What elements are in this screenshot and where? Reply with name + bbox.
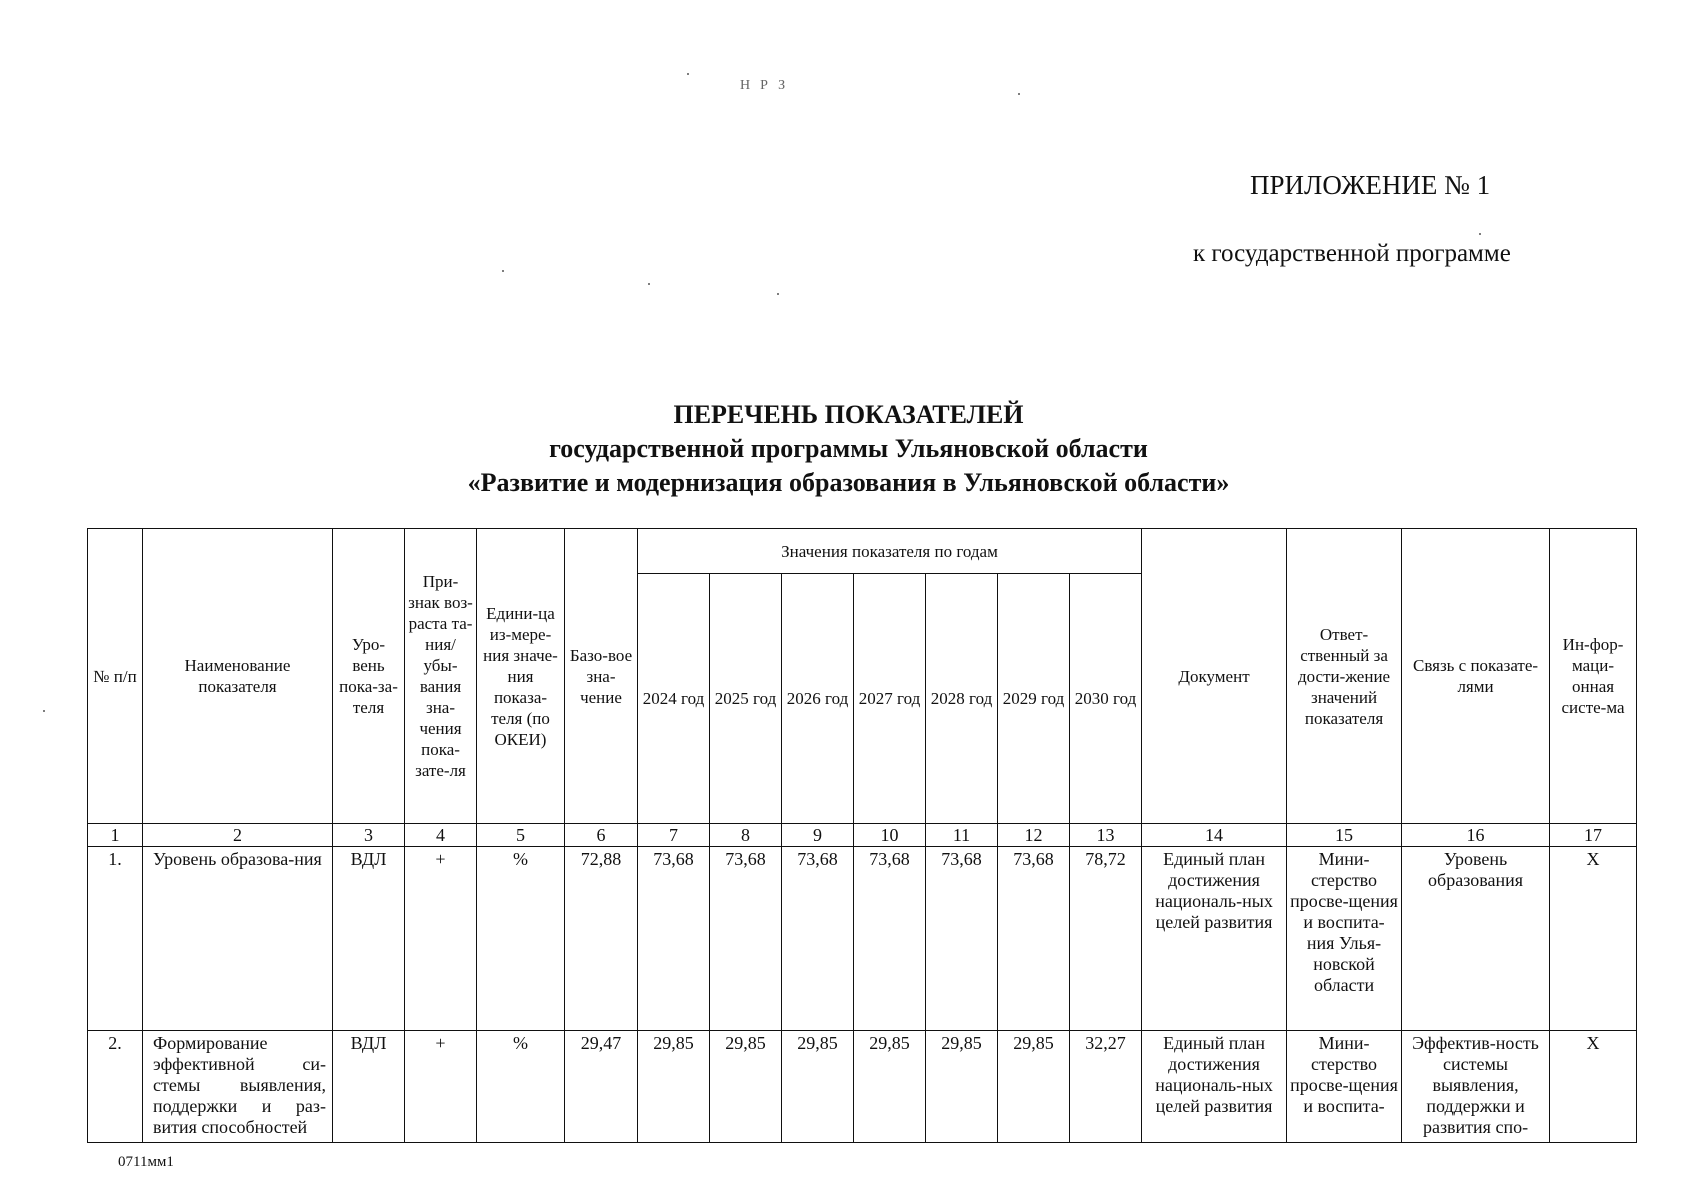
header-sign: При-знак воз-раста та-ния/ убы-вания зна-чения пока-зате-ля (405, 529, 477, 824)
header-year: 2024 год (638, 574, 710, 824)
header-year: 2026 год (782, 574, 854, 824)
column-number: 17 (1550, 824, 1637, 847)
column-number: 15 (1287, 824, 1402, 847)
row-level: ВДЛ (333, 1031, 405, 1143)
header-base: Базо-вое зна-чение (565, 529, 638, 824)
row-link: Уровень образования (1402, 847, 1550, 1031)
scan-speck (1018, 93, 1020, 95)
header-document: Документ (1142, 529, 1287, 824)
row-value: 73,68 (854, 847, 926, 1031)
row-base: 72,88 (565, 847, 638, 1031)
header-level: Уро-вень пока-за-теля (333, 529, 405, 824)
row-value: 78,72 (1070, 847, 1142, 1031)
heading-line-2: государственной программы Ульяновской области (549, 434, 1148, 463)
document-heading (0, 398, 1697, 500)
appendix-subtitle: к государственной программе (1193, 240, 1511, 267)
header-year: 2029 год (998, 574, 1070, 824)
row-name: Формирование эффективной си-стемы выявления, поддержки и раз-вития способностей (143, 1031, 333, 1143)
scan-speck (502, 270, 504, 272)
row-value: 29,85 (710, 1031, 782, 1143)
header-year: 2025 год (710, 574, 782, 824)
row-value: 73,68 (926, 847, 998, 1031)
column-number: 14 (1142, 824, 1287, 847)
row-value: 73,68 (782, 847, 854, 1031)
footer-code: 0711мм1 (118, 1154, 174, 1170)
row-value: 73,68 (710, 847, 782, 1031)
scan-speck (687, 73, 689, 75)
row-base: 29,47 (565, 1031, 638, 1143)
scan-speck (648, 283, 650, 285)
row-document: Единый план достижения националь-ных целей развития (1142, 1031, 1287, 1143)
column-number: 6 (565, 824, 638, 847)
heading-line-3: «Развитие и модернизация образования в Ульяновской области» (467, 468, 1230, 497)
indicators-table (87, 528, 1637, 1143)
header-responsible: Ответ-ственный за дости-жение значений показателя (1287, 529, 1402, 824)
row-value: 29,85 (926, 1031, 998, 1143)
header-name: Наименование показателя (143, 529, 333, 824)
column-number: 2 (143, 824, 333, 847)
scan-speck (1479, 233, 1481, 235)
column-number: 7 (638, 824, 710, 847)
row-document: Единый план достижения националь-ных целей развития (1142, 847, 1287, 1031)
column-number: 13 (1070, 824, 1142, 847)
header-link: Связь с показате-лями (1402, 529, 1550, 824)
scan-speck (43, 710, 45, 712)
row-responsible: Мини-стерство просве-щения и воспита-ния Улья-новской области (1287, 847, 1402, 1031)
header-year: 2030 год (1070, 574, 1142, 824)
row-responsible: Мини-стерство просве-щения и воспита- (1287, 1031, 1402, 1143)
row-unit: % (477, 1031, 565, 1143)
heading-line-1: ПЕРЕЧЕНЬ ПОКАЗАТЕЛЕЙ (673, 400, 1024, 429)
row-num: 1. (88, 847, 143, 1031)
row-name: Уровень образова-ния (143, 847, 333, 1031)
table-row (88, 847, 1637, 1031)
row-sign: + (405, 847, 477, 1031)
header-year: 2027 год (854, 574, 926, 824)
row-value: 29,85 (998, 1031, 1070, 1143)
row-value: 29,85 (782, 1031, 854, 1143)
column-number: 1 (88, 824, 143, 847)
row-value: 29,85 (638, 1031, 710, 1143)
header-num: № п/п (88, 529, 143, 824)
row-value: 73,68 (998, 847, 1070, 1031)
table-row (88, 1031, 1637, 1143)
row-value: 73,68 (638, 847, 710, 1031)
appendix-title: ПРИЛОЖЕНИЕ № 1 (1250, 170, 1491, 200)
header-infosystem: Ин-фор-маци-онная систе-ма (1550, 529, 1637, 824)
column-number: 10 (854, 824, 926, 847)
row-value: 32,27 (1070, 1031, 1142, 1143)
row-infosystem: X (1550, 847, 1637, 1031)
row-num: 2. (88, 1031, 143, 1143)
row-unit: % (477, 847, 565, 1031)
column-number-row (88, 824, 1637, 847)
column-number: 16 (1402, 824, 1550, 847)
row-link: Эффектив-ность системы выявления, поддержки и развития спо- (1402, 1031, 1550, 1143)
header-unit: Едини-ца из-мере-ния значе-ния показа-теля (по ОКЕИ) (477, 529, 565, 824)
column-number: 3 (333, 824, 405, 847)
row-value: 29,85 (854, 1031, 926, 1143)
header-years-group: Значения показателя по годам (638, 529, 1142, 574)
column-number: 5 (477, 824, 565, 847)
row-level: ВДЛ (333, 847, 405, 1031)
header-year: 2028 год (926, 574, 998, 824)
registration-stamp: НРЗ (740, 78, 796, 93)
column-number: 4 (405, 824, 477, 847)
column-number: 8 (710, 824, 782, 847)
column-number: 11 (926, 824, 998, 847)
row-sign: + (405, 1031, 477, 1143)
row-infosystem: X (1550, 1031, 1637, 1143)
column-number: 9 (782, 824, 854, 847)
column-number: 12 (998, 824, 1070, 847)
scan-speck (777, 293, 779, 295)
